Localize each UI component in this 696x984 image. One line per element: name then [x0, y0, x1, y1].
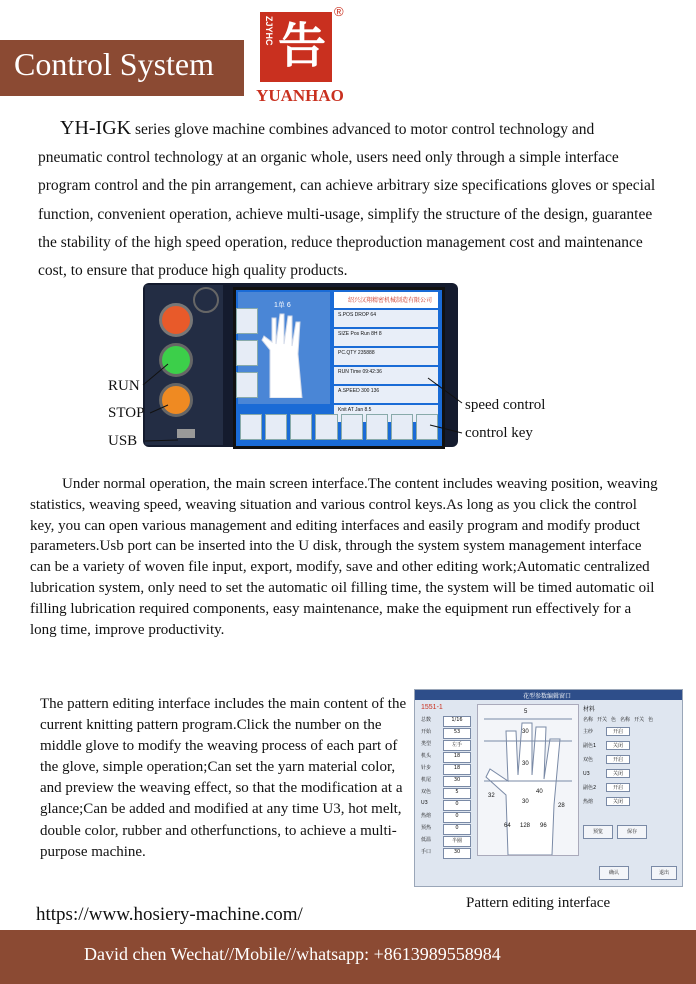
usb-port[interactable]: [177, 429, 195, 438]
intro-paragraph: [38, 114, 662, 285]
pattern-paragraph: The pattern editing interface includes the main content of the current knitting pattern program.Click the number on the middle glove to modify the weaving process of each part of the glove, simple operation;Can set the yarn material color, and preview the weaving effect, so that the modification at a glance;Can be added and modified at any time U3, hot melt, double color, rubber and otherfunctions, to achieve a multi-purpose machine.: [40, 696, 407, 860]
col-name: 名称: [583, 717, 594, 723]
run-button[interactable]: [159, 303, 193, 337]
exit-button[interactable]: 退出: [651, 866, 677, 880]
pattern-param-value[interactable]: 53: [443, 728, 471, 739]
pattern-param-value[interactable]: 0: [443, 800, 471, 811]
pattern-param-label: 预热: [421, 825, 432, 831]
glove-number[interactable]: 30: [522, 799, 529, 805]
glove-number[interactable]: 64: [504, 823, 511, 829]
readout-row: S.POS DROP 64: [334, 310, 438, 327]
pattern-param-label: 总数: [421, 717, 432, 723]
pattern-param-value[interactable]: 30: [443, 776, 471, 787]
col-color-2: 色: [648, 717, 654, 723]
screen-corner-label: 1单 6: [274, 302, 291, 309]
usb-button[interactable]: [159, 383, 193, 417]
pattern-caption: Pattern editing interface: [466, 895, 611, 911]
material-toggle[interactable]: 关闭: [606, 769, 630, 778]
pattern-param-label: U3: [421, 800, 428, 806]
main-screen-paragraph: Under normal operation, the main screen interface.The content includes weaving position, weaving statistics, weaving speed, weaving situation and various control keys.As long as you click the control key, you can open various management and editing interfaces and easily program and modify product parameters.Usb port can be inserted into the U disk, through the system system management interface can be a variety of woven file input, export, modify, save and other editing work;Automatic centralized lubrication system, only need to set the automatic oil filling time, the system will be timed automatic oil filling lubrication required components, easy maintenance, make the equipment run effectively for a long time, improve productivity.: [30, 476, 658, 638]
pattern-param-row: [421, 776, 473, 787]
screen-readouts: [334, 310, 438, 422]
confirm-button[interactable]: 确认: [599, 866, 629, 880]
pattern-param-label: 热熔: [421, 813, 432, 819]
speed-control-label: speed control: [465, 397, 546, 413]
title-band: [0, 40, 244, 96]
page-title: Control System: [14, 46, 215, 82]
material-toggle[interactable]: 关闭: [606, 797, 630, 806]
pattern-param-value[interactable]: 1/16: [443, 716, 471, 727]
registered-mark: ®: [334, 4, 344, 19]
pattern-param-row: [421, 800, 473, 811]
screen-side-button[interactable]: [236, 308, 258, 334]
pattern-param-value[interactable]: 18: [443, 764, 471, 775]
website-url[interactable]: https://www.hosiery-machine.com/: [36, 904, 303, 925]
material-toggle[interactable]: 开启: [606, 727, 630, 736]
panel-emblem: [193, 287, 219, 313]
material-name: 热熔: [583, 799, 594, 805]
run-label: RUN: [108, 378, 140, 394]
material-name: 副色2: [583, 785, 597, 791]
pattern-param-label: 手口: [421, 849, 432, 855]
intro-text: series glove machine combines advanced to motor control technology and pneumatic control technology at an organic whole, users need only through a simple interface program control and the pin arrangement, can achieve arbitrary size specifications gloves or special function, convenient operation, achieve multi-usage, simplify the structure of the design, guarantee the stability of the high speed operation, reduce theproduction management cost and maintenance cost, to ensure that produce high quality products.: [38, 121, 656, 280]
pattern-param-row: [421, 812, 473, 823]
logo-glyph: 告: [278, 18, 327, 74]
control-key[interactable]: [315, 414, 337, 440]
brand-name: YUANHAO: [256, 86, 344, 105]
pattern-glove-icon: [478, 705, 578, 855]
material-name: 主纱: [583, 729, 594, 735]
control-key[interactable]: [240, 414, 262, 440]
logo-vertical-text: ZJYHC: [264, 16, 274, 46]
readout-row: SIZE Pos Run 8H 8: [334, 329, 438, 346]
glove-number[interactable]: 30: [522, 761, 529, 767]
stop-button[interactable]: [159, 343, 193, 377]
screen-header: [334, 292, 438, 308]
pattern-editing-screenshot: [414, 689, 683, 887]
pattern-window-title: 花型参数编辑窗口: [523, 693, 572, 700]
control-key[interactable]: [265, 414, 287, 440]
pattern-param-label: 针步: [421, 765, 432, 771]
readout-row: Knit AT Jan 8.5: [334, 405, 438, 422]
screen-side-button[interactable]: [236, 372, 258, 398]
screen-company: 绍兴汉翔精密机械制造有限公司: [348, 297, 433, 304]
pattern-file-name: 1551-1: [421, 704, 443, 711]
pattern-action-row: [583, 825, 677, 839]
model-name: YH-IGK: [60, 117, 132, 139]
pattern-param-row: [421, 788, 473, 799]
control-key-label: control key: [465, 425, 533, 441]
pattern-glove-area[interactable]: [477, 704, 579, 856]
pattern-param-row: [421, 752, 473, 763]
pattern-param-label: 开始: [421, 729, 432, 735]
pattern-param-row: [421, 836, 473, 847]
material-name: 副色1: [583, 743, 597, 749]
glove-icon: [258, 310, 318, 398]
pattern-param-label: 双色: [421, 789, 432, 795]
pattern-param-value[interactable]: 0: [443, 812, 471, 823]
material-row: [583, 768, 677, 779]
save-button[interactable]: 保存: [617, 825, 647, 839]
screen-side-buttons: [236, 308, 258, 398]
pattern-param-value[interactable]: 左手: [443, 740, 471, 751]
control-key[interactable]: [341, 414, 363, 440]
usb-label: USB: [108, 433, 138, 449]
pattern-right-panel: [583, 704, 677, 839]
material-row: [583, 726, 677, 737]
material-name: 双色: [583, 757, 594, 763]
control-key[interactable]: [416, 414, 438, 440]
material-toggle[interactable]: 关闭: [606, 741, 630, 750]
pattern-param-value[interactable]: 30: [443, 848, 471, 859]
pattern-param-value[interactable]: 5: [443, 788, 471, 799]
pattern-window-titlebar: [415, 690, 682, 700]
glove-number[interactable]: 30: [522, 729, 529, 735]
logo-mark: [260, 12, 332, 82]
control-key[interactable]: [290, 414, 312, 440]
glove-number[interactable]: 32: [488, 793, 495, 799]
pattern-param-row: [421, 764, 473, 775]
pattern-param-row: [421, 824, 473, 835]
readout-row: PC.QTY 235888: [334, 348, 438, 365]
pattern-left-table: [421, 716, 473, 860]
material-row: [583, 782, 677, 793]
glove-number[interactable]: 40: [536, 789, 543, 795]
material-name: U3: [583, 770, 590, 777]
touch-screen[interactable]: [233, 287, 445, 449]
control-panel-photo: [143, 283, 458, 447]
brand-logo: [248, 2, 352, 110]
pattern-param-label: 类型: [421, 741, 432, 747]
material-heading: 材料: [583, 706, 596, 713]
control-key[interactable]: [391, 414, 413, 440]
screen-side-button[interactable]: [236, 340, 258, 366]
pattern-param-label: 机尾: [421, 777, 432, 783]
glove-number[interactable]: 5: [524, 709, 528, 715]
pattern-param-row: [421, 728, 473, 739]
col-name-2: 名称: [620, 717, 631, 723]
preview-button[interactable]: 预览: [583, 825, 613, 839]
control-key-bar: [240, 414, 438, 440]
speed-control-row[interactable]: A.SPEED 300 136: [334, 386, 438, 403]
pattern-param-label: 低温: [421, 837, 432, 843]
readout-row: RUN Time 09:42:36: [334, 367, 438, 384]
glove-number[interactable]: 28: [558, 803, 565, 809]
pattern-param-value[interactable]: 0: [443, 824, 471, 835]
material-toggle[interactable]: 开启: [606, 755, 630, 764]
pattern-param-value[interactable]: 半圈: [443, 836, 471, 847]
glove-number[interactable]: 96: [540, 823, 547, 829]
pattern-param-row: [421, 740, 473, 751]
glove-number[interactable]: 128: [520, 823, 531, 829]
pattern-param-row: [421, 848, 473, 859]
col-switch: 开关: [597, 717, 608, 723]
material-toggle[interactable]: 开启: [606, 783, 630, 792]
material-row: [583, 740, 677, 751]
footer-band: [0, 930, 696, 984]
col-switch-2: 开关: [634, 717, 645, 723]
control-key[interactable]: [366, 414, 388, 440]
pattern-param-value[interactable]: 18: [443, 752, 471, 763]
material-columns: [583, 716, 677, 723]
col-color: 色: [611, 717, 617, 723]
material-row: [583, 796, 677, 807]
contact-info: David chen Wechat//Mobile//whatsapp: +8613989558984: [84, 944, 501, 964]
pattern-param-label: 机头: [421, 753, 432, 759]
material-row: [583, 754, 677, 765]
pattern-param-row: [421, 716, 473, 727]
stop-label: STOP: [108, 405, 145, 421]
